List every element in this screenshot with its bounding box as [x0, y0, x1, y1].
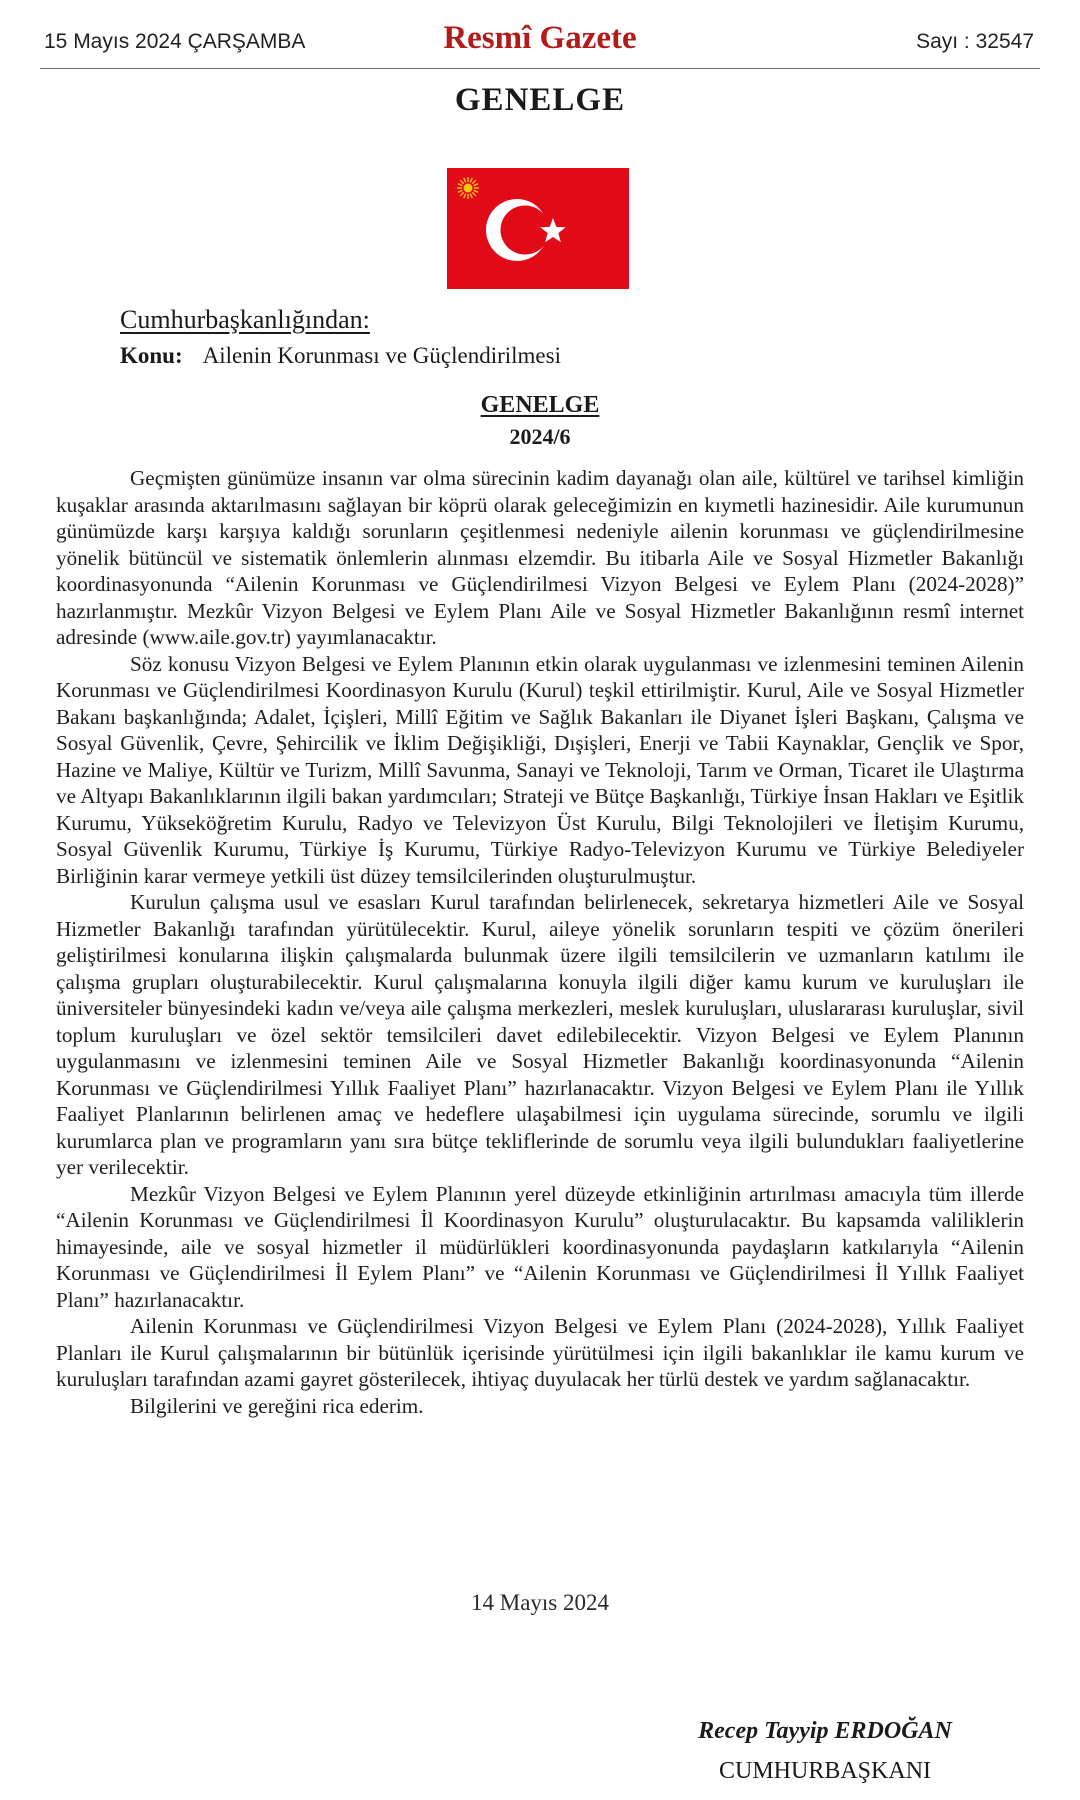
subject-label: Konu:	[120, 343, 183, 368]
issuing-authority: Cumhurbaşkanlığından:	[120, 305, 370, 334]
paragraph-4: Mezkûr Vizyon Belgesi ve Eylem Planının yerel düzeyde etkinliğinin artırılması amacıyla tüm illerde “Ailenin Korunması ve Güçlendirilmesi İl Koordinasyon Kurulu” oluşturulacaktır. Bu kapsamda valiliklerin himayesinde, aile ve sosyal hizmetler il müdürlükleri koordinasyonunda paydaşların katkılarıyla “Ailenin Korunması ve Güçlendirilmesi İl Eylem Planı” ve “Ailenin Korunması ve Güçlendirilmesi İl Yıllık Faaliyet Planı” hazırlanacaktır.	[56, 1181, 1024, 1312]
issue-number: Sayı : 32547	[916, 30, 1034, 53]
header-date: 15 Mayıs 2024 ÇARŞAMBA	[44, 30, 306, 53]
paragraph-2: Söz konusu Vizyon Belgesi ve Eylem Planının etkin olarak uygulanması ve izlenmesini teminen Ailenin Korunması ve Güçlendirilmesi Koordinasyon Kurulu (Kurul) teşkil ettirilmiştir. Kurul, Aile ve Sosyal Hizmetler Bakanı başkanlığında; Adalet, İçişleri, Millî Eğitim ve Sağlık Bakanları ile Diyanet İşleri Başkanı, Çalışma ve Sosyal Güvenlik, Çevre, Şehircilik ve İklim Değişikliği, Dışişleri, Enerji ve Tabii Kaynaklar, Gençlik ve Spor, Hazine ve Maliye, Kültür ve Turizm, Millî Savunma, Sanayi ve Teknoloji, Tarım ve Orman, Ticaret ile Ulaştırma ve Altyapı Bakanlıklarının ilgili bakan yardımcıları; Strateji ve Bütçe Başkanlığı, Türkiye İnsan Hakları ve Eşitlik Kurumu, Yükseköğretim Kurulu, Radyo ve Televizyon Üst Kurulu, Bilgi Teknolojileri ve İletişim Kurumu, Sosyal Güvenlik Kurumu, Türkiye İş Kurumu, Türkiye Radyo-Televizyon Kurumu ve Türkiye Belediyeler Birliğinin karar vermeye yetkili üst düzey temsilcilerinden oluşturulmuştur.	[56, 651, 1024, 888]
gazette-header	[40, 22, 1040, 69]
paragraph-3: Kurulun çalışma usul ve esasları Kurul tarafından belirlenecek, sekretarya hizmetleri Aile ve Sosyal Hizmetler Bakanlığı tarafından yürütülecektir. Kurul, aileye yönelik sorunların tespiti ve çözüm önerileri geliştirilmesi konularına ilişkin çalışmalarda bulunmak üzere ilgili temsilcilerin ve uzmanların katılımı ile çalışma grupları oluşturabilecektir. Kurul çalışmalarına konuyla ilgili diğer kamu kurum ve kuruluşları ile üniversiteler bünyesindeki kadın ve/veya aile çalışma merkezleri, meslek kuruluşları, uluslararası kuruluşlar, sivil toplum kuruluşları ve özel sektör temsilcileri davet edilebilecektir. Vizyon Belgesi ve Eylem Planının uygulanmasını ve izlenmesini teminen Aile ve Sosyal Hizmetler Bakanlığı koordinasyonunda “Ailenin Korunması ve Güçlendirilmesi Yıllık Faaliyet Planı” hazırlanacaktır. Vizyon Belgesi ve Eylem Planı ile Yıllık Faaliyet Planlarının belirlenen amaç ve hedeflere ulaşabilmesi için uygulama sürecinde, sorumlu ve ilgili kurumlarca plan ve programların yanı sıra bütçe tekliflerinde de sorumlu veya ilgili bulundukları faaliyetlerine yer verilecektir.	[56, 890, 1024, 1179]
subject-text: Ailenin Korunması ve Güçlendirilmesi	[202, 343, 561, 368]
paragraph-5: Ailenin Korunması ve Güçlendirilmesi Vizyon Belgesi ve Eylem Planı (2024-2028), Yıllık Faaliyet Planları ile Kurul çalışmalarının bir bütünlük içerisinde yürütülmesi için ilgili bakanlıklar ile kamu kurum ve kuruluşları tarafından azami gayret gösterilecek, ihtiyaç duyulacak her türlü destek ve yardım sağlanacaktır.	[56, 1314, 1024, 1391]
gazette-brand: Resmî Gazete	[443, 20, 637, 56]
circular-title: GENELGE	[480, 392, 600, 418]
paragraph-1: Geçmişten günümüze insanın var olma sürecinin kadim dayanağı olan aile, kültürel ve tarihsel kimliğin kuşaklar arasında aktarılmasını sağlayan bir köprü olarak geleceğimizin en kıymetli hazinesidir. Aile kurumunun günümüzde karşı karşıya kaldığı sorunların çeşitlenmesi nedeniyle ailenin korunması ve güçlendirilmesine yönelik bütüncül ve sistematik önlemlerin alınması elzemdir. Bu itibarla Aile ve Sosyal Hizmetler Bakanlığı koordinasyonunda “Ailenin Korunması ve Güçlendirilmesi Vizyon Belgesi ve Eylem Planı (2024-2028)” hazırlanmıştır. Mezkûr Vizyon Belgesi ve Eylem Planı Aile ve Sosyal Hizmetler Bakanlığının resmî internet adresinde (www.aile.gov.tr) yayımlanacaktır.	[56, 466, 1024, 649]
sun-emblem-icon	[457, 177, 479, 199]
closing-line: Bilgilerini ve gereğini rica ederim.	[130, 1393, 424, 1418]
signer-title: CUMHURBAŞKANI	[718, 1758, 932, 1784]
document-type-title: GENELGE	[454, 82, 626, 118]
document-date: 14 Mayıs 2024	[471, 1590, 609, 1615]
circular-number: 2024/6	[509, 424, 571, 449]
subject-line	[120, 343, 561, 369]
presidential-flag-icon	[447, 168, 629, 289]
circular-body	[56, 465, 1024, 1419]
signer-name: Recep Tayyip ERDOĞAN	[698, 1718, 952, 1744]
